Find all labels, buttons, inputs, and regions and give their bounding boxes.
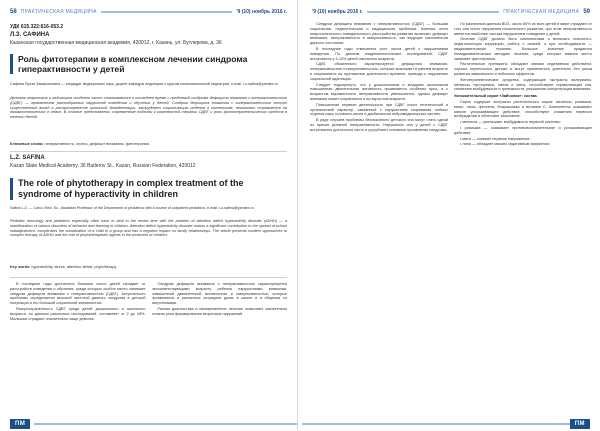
abstract-ru: Детская неврология и педиатрия особенно часто сталкиваются в последнее время с проблемой синдрома дефицита внимания с гиперактивностью (СДВГ) — проявлением разнообразных нарушений поведения и обучения у детей. Синдром дефицита внимания с гиперактивностью вносит существенный вклад в распространение школьной дезадаптации, затрудняет социализацию ребенка в коллективе, негативно отражается на взаимоотношениях в семье. В статье представлены современные подходы к комплексной терапии СДВГ и роль фитотерапевтических средств в лечении детей. xyxy=(10,96,287,120)
keywords-en-text: hyperactivity, stress, attention deficit, phytotherapy. xyxy=(31,265,118,269)
paragraph: Синдром дефицита внимания с гиперактивностью (СДВГ) — большая социальная, педагогическая и медицинская проблема. Клиника этого неврологического поведенческого расстройства развития включает дефицит внимания, гиперактивность и импульсивность, как ведущих компонентов данного состояния. xyxy=(310,22,448,46)
paragraph: Растительные препараты обладают мягким седативным действием, хорошо переносятся детьми и могут применяться длительно без риска развития зависимости и побочных эффектов. xyxy=(454,62,592,76)
body-column-2 xyxy=(152,282,288,412)
paragraph: Фитотерапевтические средства, содержащие экстракты валерианы, мелиссы, пустырника, хмеля и мяты, способствуют нормализации сна, снижению возбудимости и тревожности, улучшению концентрации внимания. xyxy=(454,77,592,92)
footer-right xyxy=(302,417,600,431)
paragraph: Лечение СДВГ должно быть комплексным и включать психолого-педагогическую коррекцию, работу с семьей, а при необходимости — медикаментозную терапию. Большое значение придается немедикаментозным методам лечения, среди которых важное место занимает фитотерапия. xyxy=(454,37,592,61)
footer-rule xyxy=(302,423,570,425)
left-page xyxy=(0,0,298,431)
page-number: 59 xyxy=(583,9,590,15)
paragraph: Следует подчеркнуть, что у дошкольников и младших школьников повышенная двигательная активность проявляется особенно ярко, а с возрастом выраженность гиперактивности уменьшается, однако дефицит внимания может сохраняться и во взрослом возрасте. xyxy=(310,82,448,101)
paragraph: Ранняя диагностика и своевременное лечение позволяют значительно снизить риск формирования вторичных нарушений. xyxy=(151,306,287,316)
author-en: L.Z. SAFINA xyxy=(10,155,45,161)
keywords-ru xyxy=(10,142,287,147)
author-contact-ru: Сафина Луиза Закирьяновна — кандидат медицинских наук, доцент кафедры педиатрии с курсом поликлинической педиатрии, e-mail: l-z-safina@yandex.ru xyxy=(10,82,278,86)
author-contact-en: Safina L.Z. — Cand. Med. Sc., Assistant Professor of the Department of pediatrics with a course of outpatient pediatrics, e-mail: l-z-safina@yandex.ru xyxy=(10,206,254,210)
author-ru: Л.З. САФИНА xyxy=(10,32,50,38)
paragraph: СДВГ, обязательно характеризуется дефицитом внимания, гиперактивностью и импульсивностью, которые возникают в раннем возрасте и сохраняются на протяжении длительного времени, приводя к нарушению социальной адаптации. xyxy=(310,62,448,81)
header-rule xyxy=(367,11,500,13)
paragraph: Синдром дефицита внимания с гиперактивностью характеризуется несоответствующими возрасту ребенка нарушениями внимания, повышенной двигательной активностью и импульсивностью, которые проявляются в различных ситуациях дома, в школе и в общении со сверстниками. xyxy=(151,282,287,306)
issue-label: '9 (10) ноябрь 2016 г. xyxy=(236,9,287,15)
keywords-en xyxy=(10,265,287,270)
paragraph: По различным данным ВОЗ, около 80% из всех детей в мире страдают от того или иного нарушения психического развития, при этом гиперактивность является наиболее частым нарушением поведения у детей. xyxy=(454,22,592,36)
udk-code: УДК 615.322:616-053.2 xyxy=(10,24,64,30)
issue-label: '9 (10) ноябрь 2016 г. xyxy=(312,9,363,15)
page-number: 58 xyxy=(10,9,17,15)
article-title-en: The role of phytotherapy in complex treatment of the syndrome of hyperactivity in children xyxy=(10,178,283,200)
header-rule xyxy=(101,11,233,13)
section-subheading: Успокоительный сироп «Зайчонок»: состав. xyxy=(454,94,538,99)
journal-logo-mark: ПМ xyxy=(10,419,30,429)
list-item: • мелисса — уменьшает возбудимость нервной системы; xyxy=(460,120,561,125)
body-column-1 xyxy=(310,22,448,412)
footer-rule xyxy=(34,423,298,425)
keywords-ru-label: Ключевые слова: xyxy=(10,142,44,146)
divider xyxy=(10,277,287,278)
footer-left xyxy=(0,417,298,431)
article-title-ru: Роль фитотерапии в комплексном лечении синдрома гиперактивности у детей xyxy=(10,54,283,74)
paragraph: В последние годы отмечается рост числа детей с нарушениями поведения. По данным эпидемиологических исследований, СДВГ встречается у 4-10% детей школьного возраста. xyxy=(310,46,448,61)
body-column-1 xyxy=(10,282,146,412)
paragraph: В последние годы достаточно большое число детей страдает от расстройств поведения и обучения, среди которых особое место занимает синдром дефицита внимания с гиперактивностью (СДВГ). Актуальность проблемы определяется высокой частотой данного синдрома в детской популяции и его большой социальной значимостью. xyxy=(10,282,146,306)
abstract-en: Pediatric neurology and pediatrics especially often have to deal in the recent time with the problem of attention deficit hyperactivity disorder (ADHD) — a manifestation of various disorders of behavior and learning in children. Attention deficit hyperactivity disorder makes a significant contribution to the spread of school maladjustment, complicates the socialization of a child in a group and has a negative impact on family relationships. The article presents modern approaches to complex therapy of ADHD and the role of phytotherapeutic agents in the treatment of children. xyxy=(10,219,287,238)
body-column-2 xyxy=(454,22,592,412)
affiliation-en: Kazan State Medical Academy, 36 Butlerov St., Kazan, Russian Federation, 420012 xyxy=(10,163,196,169)
paragraph: Повышенная нервная деятельность при СДВГ носит генетический и органический характер, связанный с нарушением созревания лобных отделов коры головного мозга и дисбалансом нейромедиаторных систем. xyxy=(310,102,448,117)
journal-logo-mark: ПМ xyxy=(570,419,590,429)
rubric-label: ПРАКТИЧЕСКАЯ МЕДИЦИНА xyxy=(20,9,97,15)
right-page xyxy=(302,0,600,431)
running-header-left xyxy=(10,6,287,18)
keywords-en-label: Key words: xyxy=(10,265,31,269)
list-item: • ромашка — оказывает противовоспалительное и успокаивающее действие; xyxy=(454,125,592,135)
list-item: • липа — обладает мягким седативным эффектом. xyxy=(460,142,550,147)
paragraph: Сироп содержит экстракты растительного сырья: мелиссы, ромашки, мяты, липы, фенхеля, боярышника и витамин С. Компоненты оказывают мягкое успокаивающее действие, способствуют снижению нервного возбуждения и облегчают засыпание. xyxy=(454,99,592,119)
body-columns-left xyxy=(10,282,287,412)
rubric-label: ПРАКТИЧЕСКАЯ МЕДИЦИНА xyxy=(503,9,580,15)
divider xyxy=(10,151,287,152)
running-header-right xyxy=(312,6,590,18)
list-item: • мята — снимает нервное напряжение; xyxy=(460,136,531,141)
keywords-ru-text: гиперактивность, стресс, дефицит внимания, фитотерапия. xyxy=(44,142,150,146)
body-columns-right xyxy=(310,22,592,412)
paragraph: В ряде случаев проблемы беспокойного детского сна могут стать одной из причин дневной гиперактивности. Нарушения сна у детей с СДВГ встречаются достаточно часто и усугубляют основные проявления синдрома. xyxy=(310,118,448,132)
affiliation-ru: Казанская государственная медицинская академия, 420012, г. Казань, ул. Бутлерова, д. 36 xyxy=(10,40,222,46)
paragraph: Распространенность СДВГ среди детей дошкольного и школьного возраста, по данным различных исследований, составляет от 2 до 18%. Мальчики страдают значительно чаще девочек. xyxy=(10,306,146,321)
